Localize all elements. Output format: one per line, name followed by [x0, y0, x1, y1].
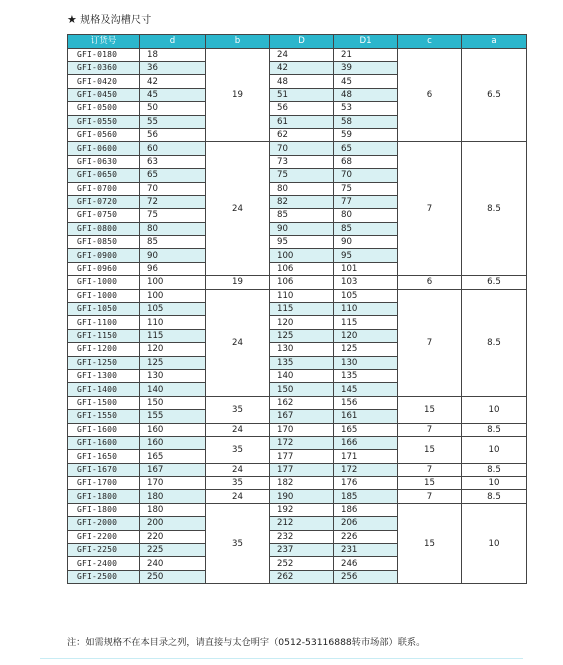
cell-D: 95: [270, 236, 334, 249]
cell-c: 6: [398, 276, 462, 289]
cell-D: 232: [270, 530, 334, 543]
cell-order-number: GFI-0450: [68, 88, 140, 101]
cell-D1: 171: [334, 450, 398, 463]
cell-b: 35: [206, 396, 270, 423]
cell-D1: 110: [334, 303, 398, 316]
cell-b: 24: [206, 490, 270, 503]
cell-d: 65: [140, 169, 206, 182]
cell-c: 15: [398, 503, 462, 583]
section-title-text: 规格及沟槽尺寸: [80, 15, 152, 26]
table-row: [68, 477, 527, 490]
header-D1: D1: [334, 35, 398, 49]
cell-D1: 58: [334, 115, 398, 128]
cell-a: 10: [462, 477, 527, 490]
cell-D1: 53: [334, 102, 398, 115]
cell-order-number: GFI-1300: [68, 369, 140, 382]
cell-D1: 95: [334, 249, 398, 262]
cell-D1: 166: [334, 436, 398, 449]
cell-order-number: GFI-1100: [68, 316, 140, 329]
cell-order-number: GFI-1000: [68, 289, 140, 302]
cell-order-number: GFI-0720: [68, 195, 140, 208]
cell-D: 177: [270, 463, 334, 476]
cell-D: 56: [270, 102, 334, 115]
cell-c: 7: [398, 142, 462, 276]
cell-D1: 256: [334, 570, 398, 583]
cell-d: 125: [140, 356, 206, 369]
header-a: a: [462, 35, 527, 49]
cell-D1: 90: [334, 236, 398, 249]
cell-D1: 172: [334, 463, 398, 476]
cell-D: 170: [270, 423, 334, 436]
cell-d: 72: [140, 195, 206, 208]
header-c: c: [398, 35, 462, 49]
cell-D: 192: [270, 503, 334, 516]
cell-order-number: GFI-0600: [68, 142, 140, 155]
cell-order-number: GFI-0560: [68, 128, 140, 141]
cell-d: 110: [140, 316, 206, 329]
cell-D1: 135: [334, 369, 398, 382]
cell-d: 180: [140, 503, 206, 516]
cell-d: 90: [140, 249, 206, 262]
table-row: [68, 423, 527, 436]
cell-a: 10: [462, 503, 527, 583]
cell-c: 7: [398, 463, 462, 476]
table-row: [68, 463, 527, 476]
table-row: [68, 396, 527, 409]
spec-table: [67, 34, 527, 584]
cell-D: 110: [270, 289, 334, 302]
cell-D: 80: [270, 182, 334, 195]
cell-d: 45: [140, 88, 206, 101]
cell-D: 150: [270, 383, 334, 396]
cell-D1: 161: [334, 410, 398, 423]
cell-b: 35: [206, 503, 270, 583]
cell-d: 105: [140, 303, 206, 316]
cell-D1: 231: [334, 544, 398, 557]
cell-D: 252: [270, 557, 334, 570]
cell-a: 8.5: [462, 289, 527, 396]
footnote: 注：如需规格不在本目录之列，请直接与太仓明宇（0512-53116888转市场部）联系。: [67, 637, 426, 648]
cell-order-number: GFI-1150: [68, 329, 140, 342]
cell-order-number: GFI-1400: [68, 383, 140, 396]
cell-a: 10: [462, 436, 527, 463]
cell-D1: 130: [334, 356, 398, 369]
cell-D: 51: [270, 88, 334, 101]
cell-D: 190: [270, 490, 334, 503]
cell-D: 100: [270, 249, 334, 262]
cell-a: 6.5: [462, 48, 527, 142]
cell-order-number: GFI-0700: [68, 182, 140, 195]
cell-b: 24: [206, 423, 270, 436]
cell-c: 7: [398, 490, 462, 503]
table-row: [68, 48, 527, 61]
cell-d: 100: [140, 276, 206, 289]
cell-order-number: GFI-0800: [68, 222, 140, 235]
cell-c: 6: [398, 48, 462, 142]
cell-order-number: GFI-2250: [68, 544, 140, 557]
cell-D1: 206: [334, 517, 398, 530]
cell-d: 165: [140, 450, 206, 463]
cell-d: 150: [140, 396, 206, 409]
cell-D: 140: [270, 369, 334, 382]
cell-order-number: GFI-1600: [68, 436, 140, 449]
cell-order-number: GFI-1800: [68, 490, 140, 503]
cell-D: 130: [270, 343, 334, 356]
cell-D: 106: [270, 276, 334, 289]
cell-D1: 80: [334, 209, 398, 222]
cell-c: 7: [398, 423, 462, 436]
cell-D1: 85: [334, 222, 398, 235]
cell-D1: 156: [334, 396, 398, 409]
cell-b: 24: [206, 142, 270, 276]
cell-D: 75: [270, 169, 334, 182]
cell-b: 19: [206, 48, 270, 142]
cell-order-number: GFI-0960: [68, 262, 140, 275]
cell-d: 200: [140, 517, 206, 530]
cell-D1: 125: [334, 343, 398, 356]
cell-D: 61: [270, 115, 334, 128]
cell-a: 8.5: [462, 423, 527, 436]
cell-D1: 77: [334, 195, 398, 208]
cell-D: 262: [270, 570, 334, 583]
table-row: [68, 142, 527, 155]
cell-D1: 21: [334, 48, 398, 61]
table-row: [68, 289, 527, 302]
header-d: d: [140, 35, 206, 49]
cell-D1: 59: [334, 128, 398, 141]
cell-D: 120: [270, 316, 334, 329]
cell-d: 120: [140, 343, 206, 356]
cell-order-number: GFI-0420: [68, 75, 140, 88]
table-row: [68, 503, 527, 516]
cell-D: 237: [270, 544, 334, 557]
cell-D1: 101: [334, 262, 398, 275]
cell-order-number: GFI-1250: [68, 356, 140, 369]
cell-b: 24: [206, 289, 270, 396]
header-D: D: [270, 35, 334, 49]
cell-b: 24: [206, 463, 270, 476]
cell-order-number: GFI-0900: [68, 249, 140, 262]
star-icon: ★: [67, 13, 78, 26]
cell-order-number: GFI-2200: [68, 530, 140, 543]
cell-D: 73: [270, 155, 334, 168]
cell-D1: 226: [334, 530, 398, 543]
cell-D: 106: [270, 262, 334, 275]
cell-d: 160: [140, 436, 206, 449]
header-b: b: [206, 35, 270, 49]
cell-order-number: GFI-1200: [68, 343, 140, 356]
cell-d: 85: [140, 236, 206, 249]
cell-order-number: GFI-0550: [68, 115, 140, 128]
table-row: [68, 436, 527, 449]
cell-D: 125: [270, 329, 334, 342]
table-row: [68, 276, 527, 289]
cell-c: 7: [398, 289, 462, 396]
cell-d: 96: [140, 262, 206, 275]
cell-order-number: GFI-0180: [68, 48, 140, 61]
table-body: [68, 48, 527, 584]
cell-d: 70: [140, 182, 206, 195]
cell-D1: 105: [334, 289, 398, 302]
cell-d: 36: [140, 61, 206, 74]
cell-d: 63: [140, 155, 206, 168]
cell-D: 70: [270, 142, 334, 155]
cell-D1: 65: [334, 142, 398, 155]
cell-D: 167: [270, 410, 334, 423]
cell-order-number: GFI-1500: [68, 396, 140, 409]
section-title: [67, 11, 151, 26]
cell-D: 90: [270, 222, 334, 235]
cell-d: 140: [140, 383, 206, 396]
cell-order-number: GFI-1650: [68, 450, 140, 463]
cell-d: 56: [140, 128, 206, 141]
cell-d: 80: [140, 222, 206, 235]
cell-D1: 103: [334, 276, 398, 289]
cell-b: 35: [206, 436, 270, 463]
cell-D1: 115: [334, 316, 398, 329]
cell-order-number: GFI-1670: [68, 463, 140, 476]
cell-a: 6.5: [462, 276, 527, 289]
cell-order-number: GFI-1550: [68, 410, 140, 423]
cell-order-number: GFI-2500: [68, 570, 140, 583]
cell-d: 225: [140, 544, 206, 557]
cell-order-number: GFI-0360: [68, 61, 140, 74]
bottom-divider: [40, 658, 523, 659]
cell-order-number: GFI-0850: [68, 236, 140, 249]
cell-d: 130: [140, 369, 206, 382]
cell-D1: 39: [334, 61, 398, 74]
cell-D: 212: [270, 517, 334, 530]
cell-c: 15: [398, 436, 462, 463]
cell-a: 8.5: [462, 463, 527, 476]
cell-d: 155: [140, 410, 206, 423]
cell-D1: 120: [334, 329, 398, 342]
cell-D: 172: [270, 436, 334, 449]
cell-D1: 176: [334, 477, 398, 490]
table-header-row: [68, 35, 527, 49]
cell-order-number: GFI-1700: [68, 477, 140, 490]
cell-order-number: GFI-0750: [68, 209, 140, 222]
cell-order-number: GFI-1050: [68, 303, 140, 316]
cell-a: 8.5: [462, 490, 527, 503]
cell-order-number: GFI-0630: [68, 155, 140, 168]
cell-order-number: GFI-0500: [68, 102, 140, 115]
cell-d: 18: [140, 48, 206, 61]
cell-order-number: GFI-1600: [68, 423, 140, 436]
cell-D: 177: [270, 450, 334, 463]
cell-D1: 145: [334, 383, 398, 396]
cell-d: 50: [140, 102, 206, 115]
cell-D: 82: [270, 195, 334, 208]
cell-d: 55: [140, 115, 206, 128]
cell-d: 250: [140, 570, 206, 583]
cell-D1: 186: [334, 503, 398, 516]
cell-d: 167: [140, 463, 206, 476]
cell-D: 24: [270, 48, 334, 61]
cell-b: 19: [206, 276, 270, 289]
cell-d: 220: [140, 530, 206, 543]
cell-c: 15: [398, 396, 462, 423]
cell-D1: 246: [334, 557, 398, 570]
cell-d: 240: [140, 557, 206, 570]
cell-a: 8.5: [462, 142, 527, 276]
cell-a: 10: [462, 396, 527, 423]
cell-b: 35: [206, 477, 270, 490]
cell-order-number: GFI-1000: [68, 276, 140, 289]
cell-d: 100: [140, 289, 206, 302]
cell-order-number: GFI-2400: [68, 557, 140, 570]
cell-D: 48: [270, 75, 334, 88]
cell-D1: 75: [334, 182, 398, 195]
header-order-number: 订货号: [68, 35, 140, 49]
cell-D: 115: [270, 303, 334, 316]
cell-d: 115: [140, 329, 206, 342]
cell-D1: 70: [334, 169, 398, 182]
cell-D: 42: [270, 61, 334, 74]
cell-D: 162: [270, 396, 334, 409]
cell-order-number: GFI-0650: [68, 169, 140, 182]
cell-order-number: GFI-1800: [68, 503, 140, 516]
cell-D1: 185: [334, 490, 398, 503]
cell-D: 62: [270, 128, 334, 141]
cell-d: 42: [140, 75, 206, 88]
cell-D1: 68: [334, 155, 398, 168]
cell-D: 135: [270, 356, 334, 369]
cell-d: 75: [140, 209, 206, 222]
cell-D1: 48: [334, 88, 398, 101]
cell-d: 160: [140, 423, 206, 436]
cell-order-number: GFI-2000: [68, 517, 140, 530]
cell-D: 85: [270, 209, 334, 222]
cell-D1: 45: [334, 75, 398, 88]
cell-d: 180: [140, 490, 206, 503]
cell-d: 60: [140, 142, 206, 155]
cell-c: 15: [398, 477, 462, 490]
cell-D: 182: [270, 477, 334, 490]
cell-D1: 165: [334, 423, 398, 436]
cell-d: 170: [140, 477, 206, 490]
table-row: [68, 490, 527, 503]
